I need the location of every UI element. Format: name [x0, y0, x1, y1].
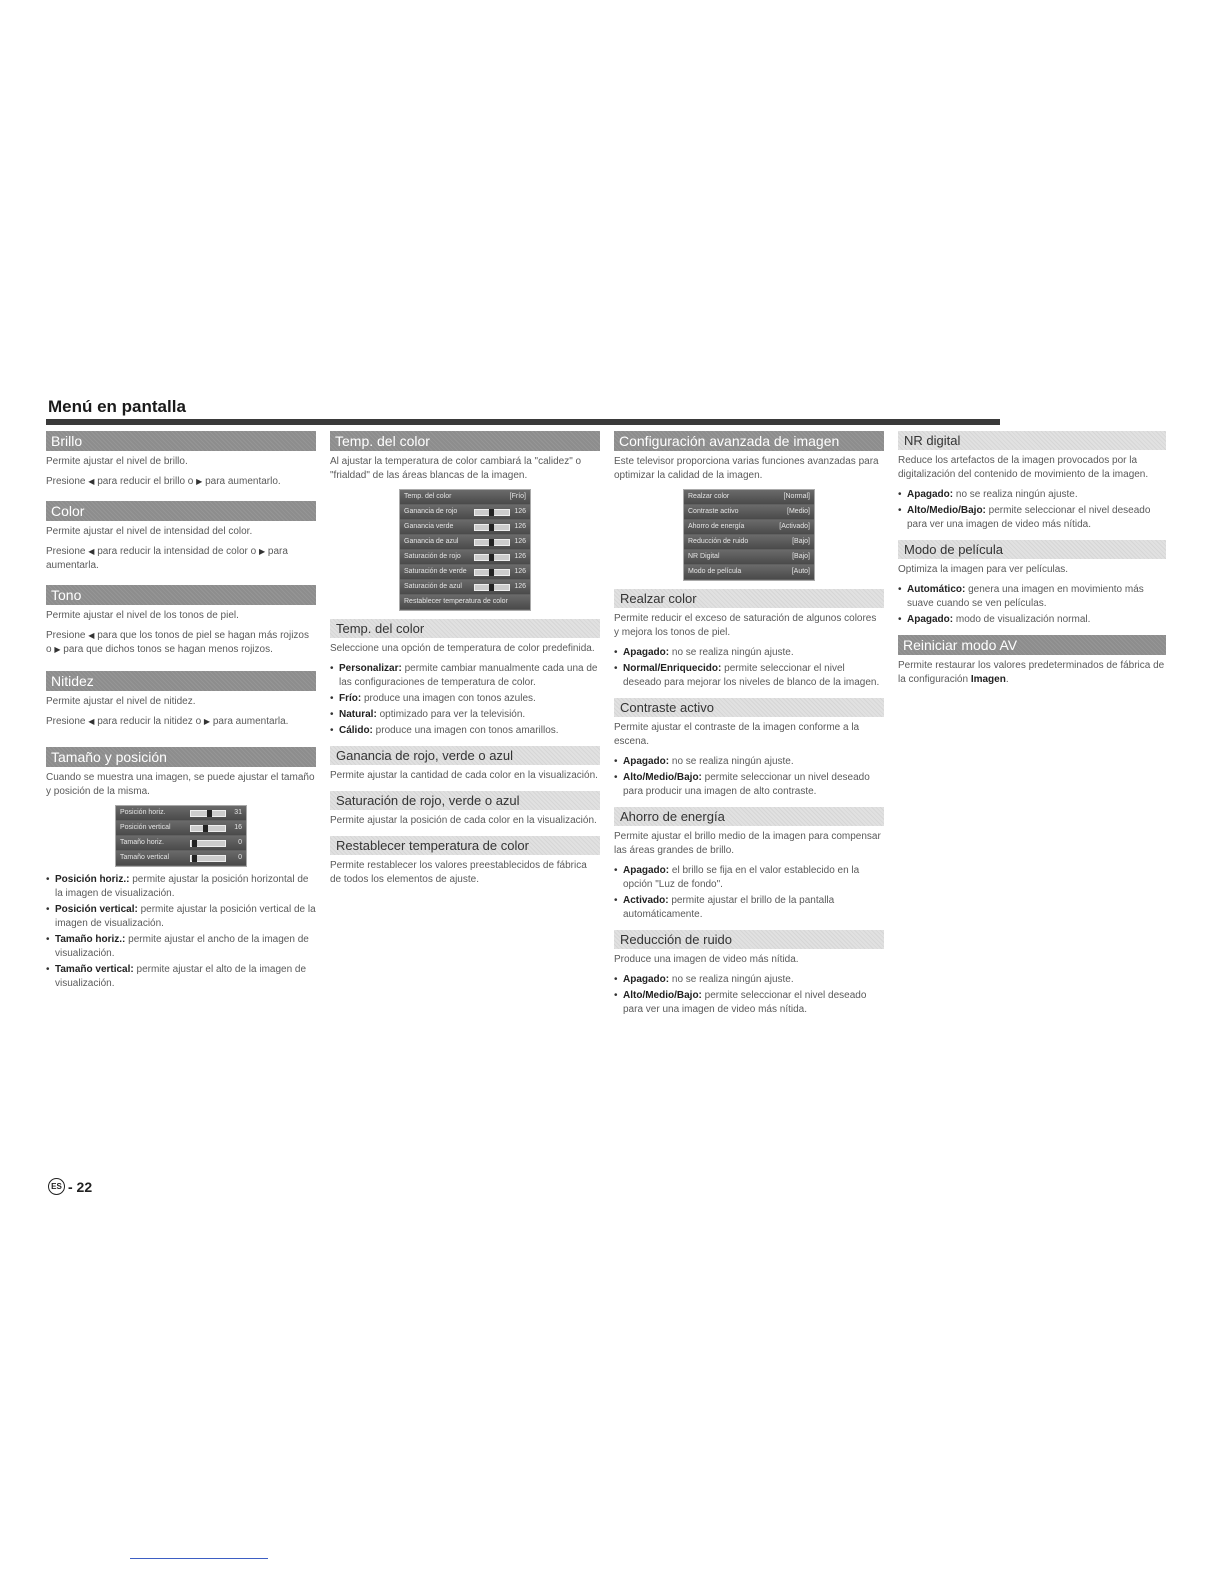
section-color [46, 501, 316, 573]
list-item: • Normal/Enriquecido: permite seleccionar el nivel deseado para mejorar los niveles de blanco de la imagen. [623, 662, 884, 690]
modo-desc: Optimiza la imagen para ver películas. [898, 564, 1069, 575]
list-item: • Alto/Medio/Bajo: permite seleccionar el nivel deseado para ver una imagen de video más nítida. [907, 504, 1166, 532]
heading-reiniciar-av: Reiniciar modo AV [898, 635, 1166, 655]
realzar-desc: Permite reducir el exceso de saturación de algunos colores y mejora los tonos de piel. [614, 613, 877, 638]
heading-brillo: Brillo [46, 431, 316, 451]
osd-temp-color-menu [399, 489, 531, 611]
list-item: • Alto/Medio/Bajo: permite seleccionar un nivel deseado para producir una imagen de alto contraste. [623, 771, 884, 799]
column-1 [46, 431, 316, 995]
realzar-list [614, 646, 884, 690]
heading-realzar-color: Realzar color [614, 589, 884, 608]
ahorro-list [614, 864, 884, 922]
left-arrow-icon: ◀ [88, 547, 95, 556]
list-item: • Posición horiz.: permite ajustar la posición horizontal de la imagen de visualización. [55, 873, 316, 901]
contraste-list [614, 755, 884, 799]
osd-row: Realzar color [Normal] [684, 490, 814, 505]
heading-modo-pelicula: Modo de película [898, 540, 1166, 559]
list-item: • Apagado: modo de visualización normal. [907, 613, 1166, 627]
heading-temp-color: Temp. del color [330, 431, 600, 451]
section-tamano [46, 747, 316, 991]
osd-row: Modo de película [Auto] [684, 565, 814, 580]
config-avanzada-desc: Este televisor proporciona varias funciones avanzadas para optimizar la calidad de la imagen. [614, 456, 879, 481]
osd-row: Saturación de azul 126 [400, 580, 530, 595]
osd-row: Posición horiz. 31 [116, 806, 246, 821]
osd-row: Contraste activo [Medio] [684, 505, 814, 520]
temp-sub-desc: Seleccione una opción de temperatura de color predefinida. [330, 643, 595, 654]
list-item: • Activado: permite ajustar el brillo de la pantalla automáticamente. [623, 894, 884, 922]
tamano-desc: Cuando se muestra una imagen, se puede ajustar el tamaño y posición de la misma. [46, 772, 315, 797]
heading-tamano: Tamaño y posición [46, 747, 316, 767]
page-title: Menú en pantalla [48, 397, 186, 416]
heading-color: Color [46, 501, 316, 521]
osd-row: Ganancia de rojo 126 [400, 505, 530, 520]
list-item: • Apagado: no se realiza ningún ajuste. [623, 973, 884, 987]
column-2 [330, 431, 600, 893]
footer-line [130, 1558, 268, 1559]
osd-row: Ganancia verde 126 [400, 520, 530, 535]
contraste-desc: Permite ajustar el contraste de la imagen conforme a la escena. [614, 722, 860, 747]
osd-row: Tamaño vertical 0 [116, 851, 246, 866]
heading-tono: Tono [46, 585, 316, 605]
reduccion-list [614, 973, 884, 1017]
heading-reduccion-ruido: Reducción de ruido [614, 930, 884, 949]
osd-row: Ganancia de azul 126 [400, 535, 530, 550]
saturacion-desc: Permite ajustar la posición de cada color en la visualización. [330, 815, 597, 826]
right-arrow-icon: ▶ [196, 477, 203, 486]
heading-nitidez: Nitidez [46, 671, 316, 691]
brillo-instr: Presione ◀ para reducir el brillo o ▶ para aumentarlo. [46, 476, 281, 487]
osd-config-avanzada-menu [683, 489, 815, 581]
list-item: • Alto/Medio/Bajo: permite seleccionar el nivel deseado para ver una imagen de video más nítida. [623, 989, 884, 1017]
nr-desc: Reduce los artefactos de la imagen provocados por la digitalización del contenido de movimiento de la imagen. [898, 455, 1149, 480]
list-item: • Apagado: no se realiza ningún ajuste. [907, 488, 1166, 502]
left-arrow-icon: ◀ [88, 717, 95, 726]
list-item: • Posición vertical: permite ajustar la posición vertical de la imagen de visualización. [55, 903, 316, 931]
page-number: ES - 22 [48, 1178, 92, 1195]
left-arrow-icon: ◀ [88, 477, 95, 486]
osd-row: Saturación de rojo 126 [400, 550, 530, 565]
list-item: • Automático: genera una imagen en movimiento más suave cuando se ven películas. [907, 583, 1166, 611]
nitidez-instr: Presione ◀ para reducir la nitidez o ▶ para aumentarla. [46, 716, 289, 727]
list-item: • Frío: produce una imagen con tonos azules. [339, 692, 600, 706]
heading-config-avanzada: Configuración avanzada de imagen [614, 431, 884, 451]
ahorro-desc: Permite ajustar el brillo medio de la imagen para compensar las áreas grandes de brillo. [614, 831, 881, 856]
heading-saturacion: Saturación de rojo, verde o azul [330, 791, 600, 810]
osd-row: NR Digital [Bajo] [684, 550, 814, 565]
heading-nr-digital: NR digital [898, 431, 1166, 450]
osd-row: Tamaño horiz. 0 [116, 836, 246, 851]
list-item: • Tamaño vertical: permite ajustar el alto de la imagen de visualización. [55, 963, 316, 991]
title-rule [46, 419, 1000, 425]
heading-ahorro-energia: Ahorro de energía [614, 807, 884, 826]
osd-tamano-menu [115, 805, 247, 867]
column-4 [898, 431, 1166, 693]
list-item: • Tamaño horiz.: permite ajustar el ancho de la imagen de visualización. [55, 933, 316, 961]
osd-row: Reducción de ruido [Bajo] [684, 535, 814, 550]
list-item: • Cálido: produce una imagen con tonos amarillos. [339, 724, 600, 738]
ganancia-desc: Permite ajustar la cantidad de cada color en la visualización. [330, 770, 598, 781]
list-item: • Natural: optimizado para ver la televisión. [339, 708, 600, 722]
tamano-list [46, 873, 316, 991]
heading-temp-color-sub: Temp. del color [330, 619, 600, 638]
es-language-icon: ES [48, 1178, 65, 1195]
left-arrow-icon: ◀ [88, 631, 95, 640]
osd-row: Saturación de verde 126 [400, 565, 530, 580]
section-nitidez [46, 671, 316, 729]
restablecer-desc: Permite restablecer los valores preestablecidos de fábrica de todos los elementos de ajuste. [330, 860, 587, 885]
osd-row: Posición vertical 16 [116, 821, 246, 836]
reiniciar-desc: Permite restaurar los valores predeterminados de fábrica de la configuración Imagen. [898, 660, 1165, 685]
list-item: • Apagado: no se realiza ningún ajuste. [623, 646, 884, 660]
reduccion-desc: Produce una imagen de video más nítida. [614, 954, 799, 965]
osd-row: Ahorro de energía [Activado] [684, 520, 814, 535]
osd-row: Restablecer temperatura de color [400, 595, 530, 610]
color-desc: Permite ajustar el nivel de intensidad del color. [46, 526, 253, 537]
heading-contraste-activo: Contraste activo [614, 698, 884, 717]
column-3 [614, 431, 884, 1021]
tono-instr: Presione ◀ para que los tonos de piel se hagan más rojizos o ▶ para que dichos tonos se hagan menos rojizos. [46, 630, 309, 655]
list-item: • Apagado: el brillo se fija en el valor establecido en la opción "Luz de fondo". [623, 864, 884, 892]
modo-list [898, 583, 1166, 627]
right-arrow-icon: ▶ [203, 717, 211, 726]
list-item: • Apagado: no se realiza ningún ajuste. [623, 755, 884, 769]
color-instr: Presione ◀ para reducir la intensidad de color o ▶ para aumentarla. [46, 546, 288, 571]
section-tono [46, 585, 316, 657]
brillo-desc: Permite ajustar el nivel de brillo. [46, 456, 188, 467]
right-arrow-icon: ▶ [258, 547, 266, 556]
nr-list [898, 488, 1166, 532]
heading-ganancia: Ganancia de rojo, verde o azul [330, 746, 600, 765]
section-brillo [46, 431, 316, 489]
tono-desc: Permite ajustar el nivel de los tonos de piel. [46, 610, 239, 621]
list-item: • Personalizar: permite cambiar manualmente cada una de las configuraciones de temperatura de color. [339, 662, 600, 690]
osd-row: Temp. del color [Frío] [400, 490, 530, 505]
right-arrow-icon: ▶ [54, 645, 61, 654]
heading-restablecer: Restablecer temperatura de color [330, 836, 600, 855]
temp-color-desc: Al ajustar la temperatura de color cambiará la "calidez" o "frialdad" de las áreas blancas de la imagen. [330, 456, 582, 481]
nitidez-desc: Permite ajustar el nivel de nitidez. [46, 696, 196, 707]
temp-list [330, 662, 600, 738]
